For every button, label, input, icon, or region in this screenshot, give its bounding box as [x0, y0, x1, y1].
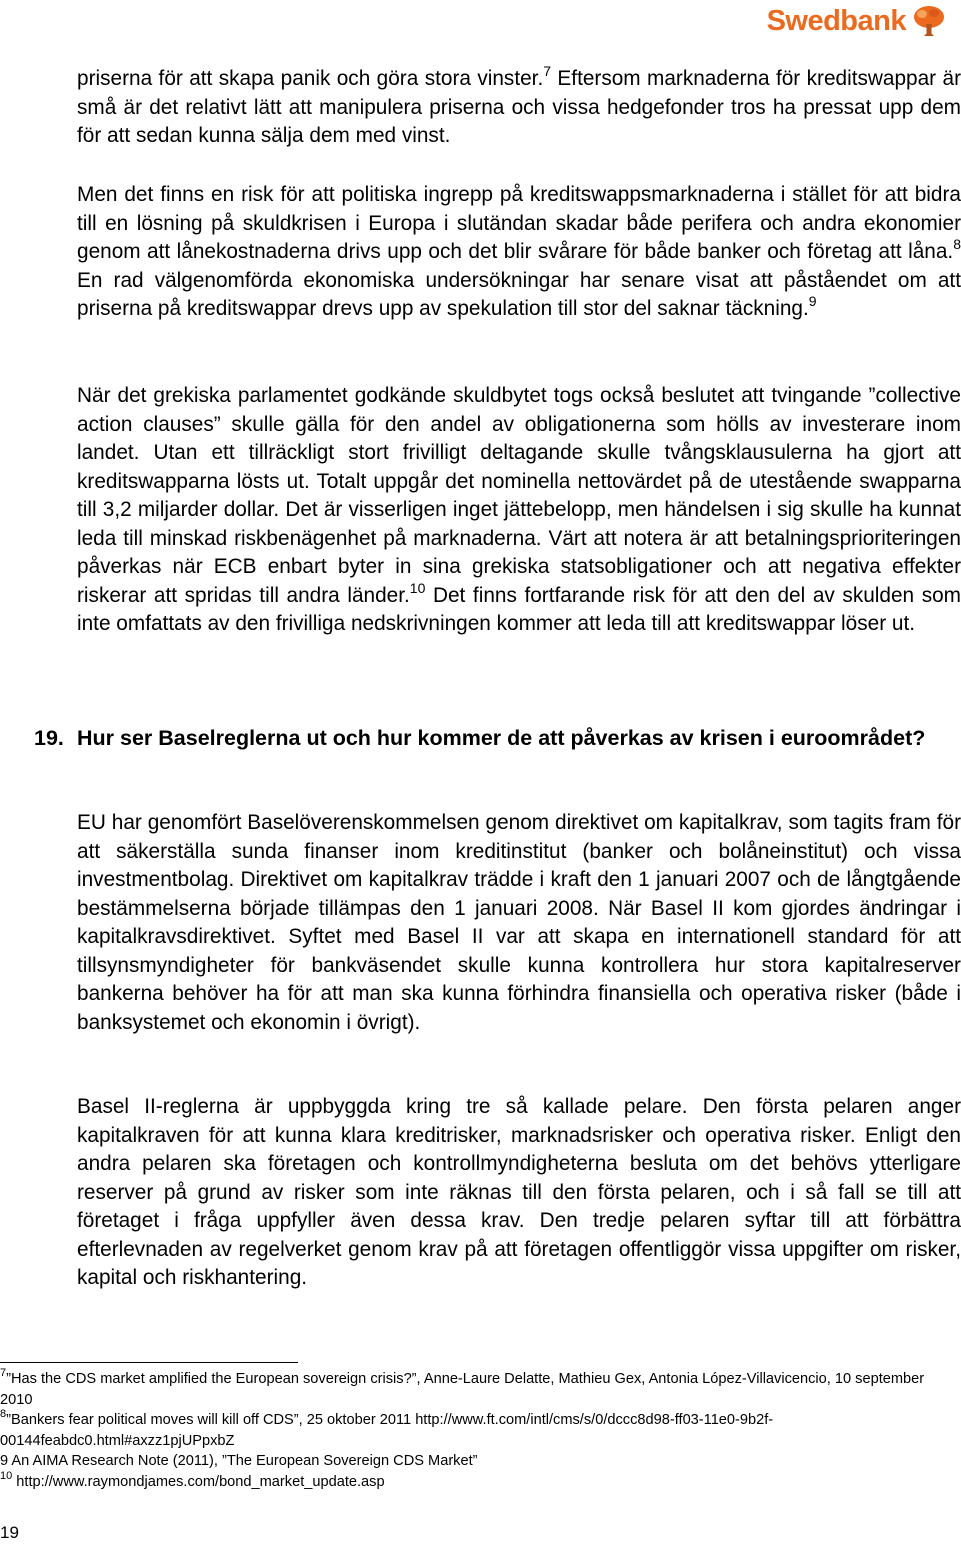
- footnote-ref-9[interactable]: 9: [808, 293, 817, 309]
- footnote-text: ”Has the CDS market amplified the European sovereign crisis?”, Anne-Laure Delatte, Mathieu Gex, Antonia López-Villavicencio, 10 september 2010: [0, 1371, 925, 1408]
- footnote-8: [0, 1410, 960, 1451]
- section-heading: [34, 724, 961, 753]
- footnote-number: 10: [0, 1469, 13, 1482]
- footnote-text: 9 An AIMA Research Note (2011), ”The European Sovereign CDS Market”: [0, 1453, 478, 1469]
- oak-tree-icon: [912, 4, 946, 38]
- paragraph-1-text-b: Eftersom marknaderna för kreditswappar är små är det relativt lätt att manipulera priserna och vissa hedgefonder tros ha pressat upp dem för att sedan kunna sälja dem med vinst.: [77, 67, 961, 147]
- footnote-ref-10[interactable]: 10: [409, 579, 426, 596]
- footnote-ref-7[interactable]: 7: [543, 63, 552, 79]
- footnote-10: [0, 1469, 960, 1493]
- footnotes: [0, 1369, 960, 1492]
- footnote-text[interactable]: ”Bankers fear political moves will kill off CDS”, 25 oktober 2011 http://www.ft.com/intl/cms/s/0/dccc8d98-ff03-11e0-9b2f-00144feabdc0.html#axzz1pjUPpxbZ: [0, 1412, 774, 1449]
- paragraph-3-text-a: När det grekiska parlamentet godkände skuldbytet togs också beslutet att tvingande ”collective action clauses” skulle gälla för den andel av obligationerna som hölls av investerare inom landet. Utan ett tillräckligt stort frivilligt deltagande skulle tvångsklausulerna ha gjort att kreditswapparna lösts ut. Totalt uppgår det nominella nettovärdet på de utestående swapparna till 3,2 miljarder dollar. Det är visserligen inget jättebelopp, men händelsen i sig skulle ha kunnat leda till minskad riskbenägenhet på marknaderna. Värt att notera är att betalningsprioriteringen påverkas när ECB enbart byter in sina grekiska statsobligationer och att negativa effekter riskerar att spridas till andra länder.: [77, 384, 961, 607]
- paragraph-3: [77, 382, 961, 639]
- paragraph-1-text-a: priserna för att skapa panik och göra stora vinster.: [77, 67, 544, 90]
- paragraph-3-text-b: Det finns fortfarande risk för att den del av skulden som inte omfattats av den frivilliga nedskrivningen kommer att leda till att kreditswappar löser ut.: [77, 583, 961, 635]
- footnote-ref-8[interactable]: 8: [953, 236, 961, 252]
- section-title: Hur ser Baselreglerna ut och hur kommer de att påverkas av krisen i euroområdet?: [77, 726, 926, 750]
- paragraph-1: [77, 65, 961, 151]
- paragraph-2-text-a: Men det finns en risk för att politiska ingrepp på kreditswappsmarknaderna i stället för att bidra till en lösning på skuldkrisen i Europa i slutändan skadar både perifera och andra ekonomier genom att lånekostnaderna drivs upp och det blir svårare för både banker och företag att låna.: [77, 183, 961, 263]
- footnote-number: 7: [0, 1367, 7, 1379]
- page-number: 19: [0, 1523, 19, 1542]
- footnote-7: [0, 1369, 960, 1410]
- paragraph-5: Basel II-reglerna är uppbyggda kring tre så kallade pelare. Den första pelaren anger kapitalkraven för att kunna klara kreditrisker, marknadsrisker och operativa risker. Enligt den andra pelaren ska företagen och kontrollmyndigheterna besluta om det behövs ytterligare reserver på grund av risker som inte räknas till den första pelaren, och i så fall se till att företaget i fråga uppfyller även dessa krav. Den tredje pelaren syftar till att förbättra efterlevnaden av regelverket genom krav på att företagen offentliggör vissa uppgifter om risker, kapital och riskhantering.: [77, 1095, 961, 1289]
- footnote-number: 8: [0, 1408, 7, 1420]
- footnote-text[interactable]: http://www.raymondjames.com/bond_market_update.asp: [12, 1473, 385, 1490]
- paragraph-2-text-b: En rad välgenomförda ekonomiska undersökningar har senare visat att påståendet om att priserna på kreditswappar drevs upp av spekulation till stor del saknar täckning.: [77, 268, 961, 320]
- paragraph-4: EU har genomfört Baselöverenskommelsen genom direktivet om kapitalkrav, som tagits fram för att säkerställa sunda finanser inom kreditinstitut (banker och bolåneinstitut) och vissa investmentbolag. Direktivet om kapitalkrav trädde i kraft den 1 januari 2007 och de långtgående bestämmelserna började tillämpas den 1 januari 2008. När Basel II kom gjordes ändringar i kapitalkravsdirektivet. Syftet med Basel II var att skapa en internationell standard för att tillsynsmyndigheter för bankväsendet skulle kunna kontrollera hur stora kapitalreserver bankerna behöver ha för att man ska kunna förhindra finansiella och operativa risker (både i banksystemet och ekonomin i övrigt).: [77, 811, 961, 1034]
- footnote-9: [0, 1451, 960, 1472]
- swedbank-logo: [767, 4, 946, 38]
- footnote-divider: [0, 1362, 298, 1363]
- paragraph-2: [77, 181, 961, 324]
- section-number: 19.: [34, 726, 64, 750]
- brand-name: Swedbank: [766, 4, 906, 37]
